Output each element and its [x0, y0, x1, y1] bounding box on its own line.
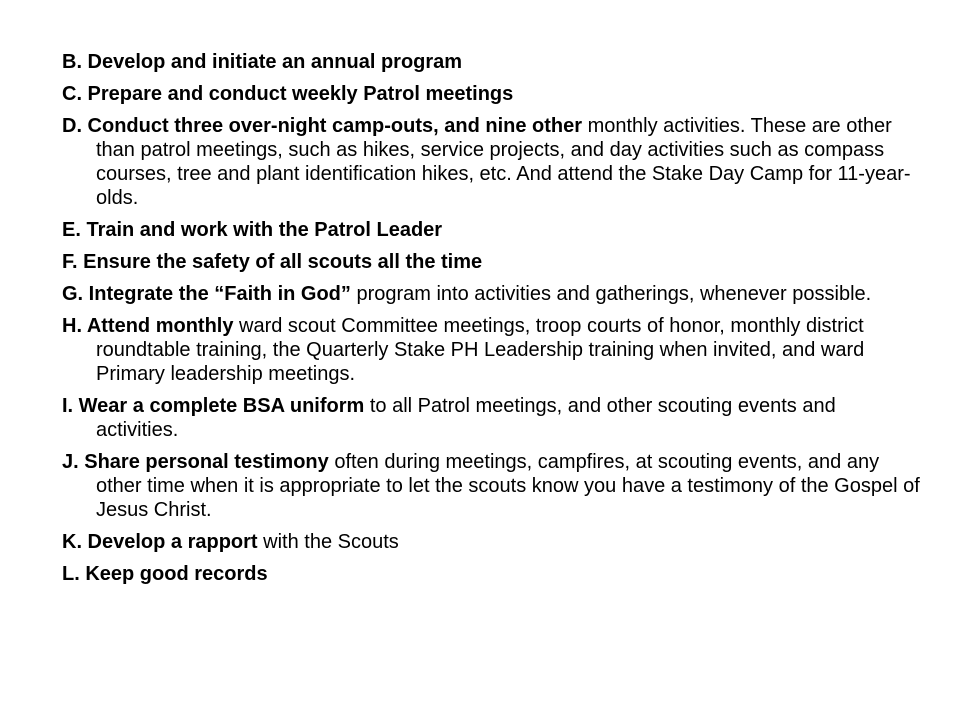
item-lead: G. Integrate the “Faith in God”: [62, 283, 351, 305]
item-lead: D. Conduct three over-night camp-outs, and nine other: [62, 115, 583, 137]
list-item: [62, 114, 922, 210]
list-item: [62, 314, 922, 386]
slide-body: [62, 50, 922, 594]
list-item: [62, 530, 922, 554]
item-text: often during meetings, campfires, at scouting events, and any other time when it is appropriate to let the scouts know you have a testimony of the Gospel of Jesus Christ.: [96, 451, 920, 521]
item-text: with the Scouts: [257, 531, 399, 553]
item-lead: J. Share personal testimony: [62, 451, 329, 473]
list-item: [62, 562, 922, 586]
list-item: [62, 82, 922, 106]
item-lead: F. Ensure the safety of all scouts all the time: [62, 251, 483, 273]
item-lead: C. Prepare and conduct weekly Patrol meetings: [62, 83, 514, 105]
list-item: [62, 218, 922, 242]
item-lead: L. Keep good records: [62, 563, 268, 585]
list-item: [62, 50, 922, 74]
list-item: [62, 250, 922, 274]
list-item: [62, 282, 922, 306]
list-item: [62, 450, 922, 522]
item-text: monthly activities. These are other than patrol meetings, such as hikes, service projects, and day activities such as compass courses, tree and plant identification hikes, etc. And attend the Stake Day Camp for 11-year-olds.: [96, 115, 911, 209]
list-item: [62, 394, 922, 442]
item-lead: K. Develop a rapport: [62, 531, 258, 553]
item-text: to all Patrol meetings, and other scouting events and activities.: [96, 395, 836, 441]
item-lead: I. Wear a complete BSA uniform: [62, 395, 365, 417]
item-lead: H. Attend monthly: [62, 315, 234, 337]
item-text: program into activities and gatherings, whenever possible.: [350, 283, 872, 305]
item-text: ward scout Committee meetings, troop courts of honor, monthly district roundtable training, the Quarterly Stake PH Leadership training when invited, and ward Primary leadership meetings.: [96, 315, 865, 385]
item-lead: E. Train and work with the Patrol Leader: [62, 219, 443, 241]
item-lead: B. Develop and initiate an annual program: [62, 51, 463, 73]
